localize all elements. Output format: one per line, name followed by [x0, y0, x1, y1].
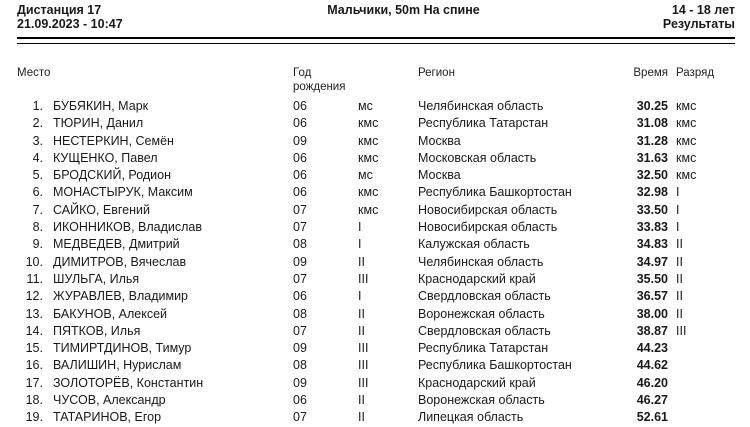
cell-birth-year: 06 — [293, 289, 307, 304]
cell-place: 14. — [25, 323, 43, 338]
column-header-birth-year: Год рождения — [293, 67, 346, 93]
table-row — [17, 340, 735, 357]
cell-name: КУЩЕНКО, Павел — [53, 150, 158, 165]
cell-place: 7. — [32, 202, 43, 217]
cell-place: 6. — [32, 185, 43, 200]
cell-place: 5. — [32, 168, 43, 183]
cell-rank: кмс — [358, 202, 379, 217]
cell-region: Свердловская область — [418, 289, 551, 304]
cell-place: 12. — [25, 289, 43, 304]
cell-birth-year: 06 — [293, 99, 307, 113]
cell-grade: кмс — [676, 99, 697, 113]
header-divider — [17, 37, 735, 44]
cell-place: 11. — [26, 271, 43, 286]
cell-place: 8. — [32, 220, 43, 235]
cell-grade: II — [676, 237, 683, 252]
cell-region: Республика Башкортостан — [418, 358, 572, 373]
cell-rank: III — [358, 341, 369, 356]
cell-time: 52.61 — [636, 410, 668, 425]
cell-time: 31.08 — [636, 116, 668, 131]
cell-region: Республика Башкортостан — [418, 185, 572, 200]
cell-birth-year: 08 — [293, 358, 307, 373]
cell-rank: III — [358, 358, 369, 373]
cell-birth-year: 09 — [293, 133, 307, 148]
date-time: 21.09.2023 - 10:47 — [17, 17, 123, 31]
cell-name: ЗОЛОТОРЁВ, Константин — [53, 375, 204, 390]
cell-region: Свердловская область — [418, 323, 551, 338]
cell-grade: II — [676, 254, 683, 269]
cell-place: 13. — [25, 306, 43, 321]
cell-rank: II — [358, 306, 365, 321]
cell-name: БРОДСКИЙ, Родион — [53, 168, 171, 183]
table-column-headers — [17, 66, 735, 94]
document-header — [17, 3, 735, 31]
cell-time: 38.00 — [636, 306, 668, 321]
cell-grade: кмс — [676, 168, 697, 183]
cell-rank: III — [358, 375, 369, 390]
cell-birth-year: 09 — [293, 254, 307, 269]
column-header-grade: Разряд — [676, 67, 715, 79]
cell-name: ВАЛИШИН, Нурислам — [53, 358, 182, 373]
table-row — [17, 254, 735, 271]
cell-rank: кмс — [358, 185, 379, 200]
cell-rank: кмс — [358, 133, 379, 148]
table-row — [17, 219, 735, 236]
header-right-block — [515, 3, 735, 31]
cell-birth-year: 09 — [293, 341, 307, 356]
cell-birth-year: 08 — [293, 237, 307, 252]
cell-birth-year: 06 — [293, 150, 307, 165]
table-row — [17, 202, 735, 219]
table-row — [17, 98, 735, 115]
column-header-time: Время — [633, 67, 668, 79]
table-row — [17, 288, 735, 305]
table-row — [17, 133, 735, 150]
table-row — [17, 115, 735, 132]
table-row — [17, 306, 735, 323]
cell-time: 46.20 — [636, 375, 668, 390]
cell-time: 34.97 — [636, 254, 668, 269]
cell-time: 44.62 — [636, 358, 668, 373]
cell-region: Новосибирская область — [418, 202, 558, 217]
cell-rank: II — [358, 393, 365, 408]
cell-rank: I — [358, 237, 362, 252]
table-row — [17, 392, 735, 409]
cell-birth-year: 08 — [293, 306, 307, 321]
cell-grade: III — [676, 323, 687, 338]
cell-name: МОНАСТЫРУК, Максим — [53, 185, 193, 200]
cell-name: МЕДВЕДЕВ, Дмитрий — [53, 237, 180, 252]
cell-time: 33.50 — [636, 202, 668, 217]
results-label: Результаты — [662, 17, 735, 31]
cell-place: 17. — [25, 375, 43, 390]
cell-region: Краснодарский край — [418, 375, 536, 390]
cell-time: 30.25 — [636, 99, 668, 113]
results-rows — [17, 98, 735, 427]
cell-region: Воронежская область — [418, 393, 545, 408]
cell-time: 31.63 — [636, 150, 668, 165]
table-row — [17, 150, 735, 167]
cell-name: ЖУРАВЛЕВ, Владимир — [53, 289, 189, 304]
cell-grade: II — [676, 271, 683, 286]
cell-time: 31.28 — [636, 133, 668, 148]
cell-name: БАКУНОВ, Алексей — [53, 306, 168, 321]
cell-name: ТИМИРТДИНОВ, Тимур — [53, 341, 192, 356]
cell-name: ПЯТКОВ, Илья — [53, 323, 141, 338]
cell-region: Москва — [418, 133, 461, 148]
cell-grade: II — [676, 306, 683, 321]
cell-place: 1. — [32, 99, 43, 113]
cell-place: 9. — [32, 237, 43, 252]
cell-place: 15. — [25, 341, 43, 356]
cell-birth-year: 07 — [293, 220, 307, 235]
table-row — [17, 323, 735, 340]
cell-rank: II — [358, 323, 365, 338]
cell-name: ТАТАРИНОВ, Егор — [53, 410, 162, 425]
cell-region: Москва — [418, 168, 461, 183]
cell-rank: кмс — [358, 116, 379, 131]
cell-region: Челябинская область — [418, 254, 544, 269]
table-row — [17, 271, 735, 288]
header-left-block — [17, 3, 237, 31]
cell-rank: I — [358, 220, 362, 235]
cell-region: Липецкая область — [418, 410, 524, 425]
cell-birth-year: 09 — [293, 375, 307, 390]
cell-rank: II — [358, 410, 365, 425]
table-row — [17, 236, 735, 253]
cell-place: 4. — [32, 150, 43, 165]
cell-birth-year: 06 — [293, 185, 307, 200]
table-row — [17, 375, 735, 392]
cell-place: 19. — [25, 410, 43, 425]
cell-region: Республика Татарстан — [418, 341, 549, 356]
cell-time: 32.50 — [636, 168, 668, 183]
cell-name: САЙКО, Евгений — [53, 202, 150, 217]
cell-time: 35.50 — [636, 271, 668, 286]
cell-name: ДИМИТРОВ, Вячеслав — [53, 254, 187, 269]
table-row — [17, 409, 735, 426]
cell-place: 16. — [25, 358, 43, 373]
cell-time: 33.83 — [636, 220, 668, 235]
cell-birth-year: 07 — [293, 271, 307, 286]
cell-name: БУБЯКИН, Марк — [53, 99, 149, 113]
cell-grade: I — [676, 220, 680, 235]
cell-place: 3. — [32, 133, 43, 148]
table-row — [17, 167, 735, 184]
cell-time: 32.98 — [636, 185, 668, 200]
cell-grade: кмс — [676, 116, 697, 131]
cell-time: 38.87 — [636, 323, 668, 338]
cell-name: ИКОННИКОВ, Владислав — [53, 220, 203, 235]
cell-rank: мс — [358, 99, 373, 113]
cell-place: 2. — [32, 116, 43, 131]
cell-rank: I — [358, 289, 362, 304]
cell-birth-year: 06 — [293, 393, 307, 408]
cell-grade: I — [676, 185, 680, 200]
age-group: 14 - 18 лет — [671, 3, 735, 17]
cell-birth-year: 06 — [293, 168, 307, 183]
cell-name: НЕСТЕРКИН, Семён — [53, 133, 174, 148]
event-title: Мальчики, 50m На спине — [327, 3, 480, 17]
cell-birth-year: 07 — [293, 323, 307, 338]
cell-birth-year: 07 — [293, 410, 307, 425]
column-header-place: Место — [17, 67, 51, 79]
cell-time: 46.27 — [636, 393, 668, 408]
cell-region: Краснодарский край — [418, 271, 536, 286]
cell-grade: II — [676, 289, 683, 304]
cell-name: ТЮРИН, Данил — [53, 116, 144, 131]
cell-grade: I — [676, 202, 680, 217]
cell-region: Челябинская область — [418, 99, 544, 113]
cell-rank: мс — [358, 168, 373, 183]
cell-name: ЧУСОВ, Александр — [53, 393, 166, 408]
cell-time: 36.57 — [636, 289, 668, 304]
table-row — [17, 184, 735, 201]
cell-place: 10. — [25, 254, 43, 269]
cell-region: Калужская область — [418, 237, 530, 252]
cell-grade: кмс — [676, 133, 697, 148]
cell-rank: II — [358, 254, 365, 269]
cell-name: ШУЛЬГА, Илья — [53, 271, 140, 286]
cell-place: 18. — [25, 393, 43, 408]
cell-rank: III — [358, 271, 369, 286]
cell-time: 44.23 — [636, 341, 668, 356]
distance-title: Дистанция 17 — [17, 3, 102, 17]
table-row — [17, 357, 735, 374]
column-header-region: Регион — [418, 67, 455, 79]
cell-grade: кмс — [676, 150, 697, 165]
cell-region: Республика Татарстан — [418, 116, 549, 131]
cell-region: Московская область — [418, 150, 537, 165]
cell-birth-year: 06 — [293, 116, 307, 131]
cell-time: 34.83 — [636, 237, 668, 252]
cell-region: Новосибирская область — [418, 220, 558, 235]
cell-region: Воронежская область — [418, 306, 545, 321]
cell-birth-year: 07 — [293, 202, 307, 217]
cell-rank: кмс — [358, 150, 379, 165]
